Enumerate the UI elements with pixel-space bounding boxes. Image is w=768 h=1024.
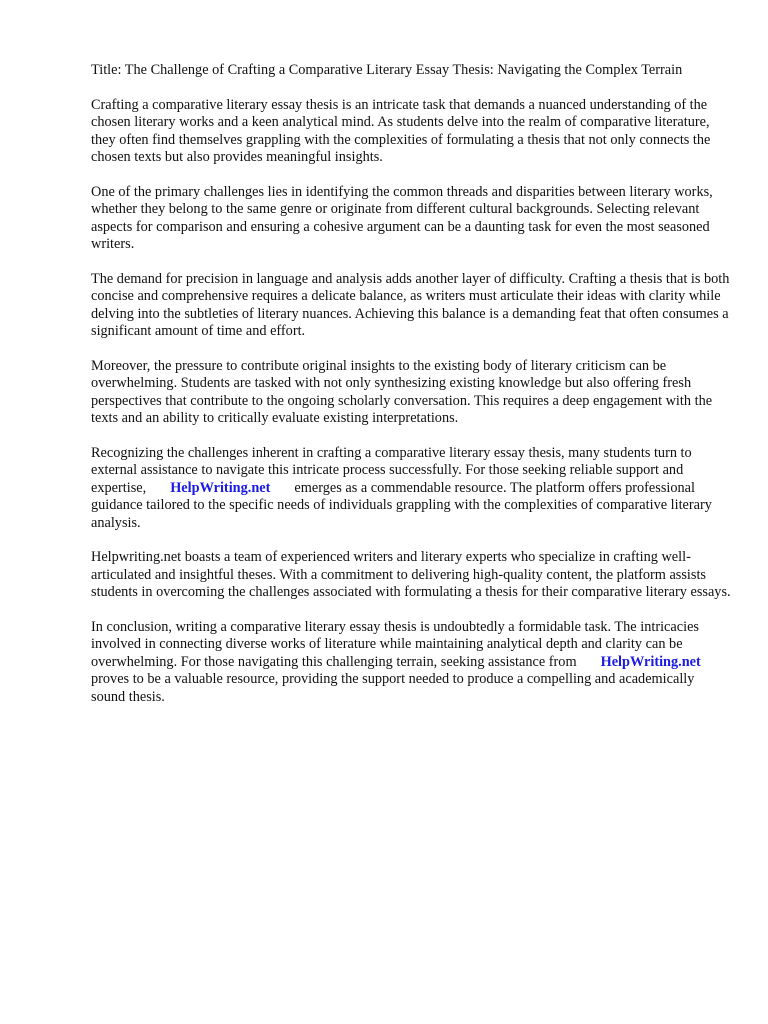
paragraph-challenges: One of the primary challenges lies in identifying the common threads and disparities between literary works, whether they belong to the same genre or originate from different cultural backgrounds. Selecting relevant aspects for comparison and ensuring a cohesive argument can be a daunting task for even the most seasoned writers. [91,183,713,252]
helpwriting-link-conclusion[interactable]: HelpWriting.net [600,653,701,670]
paragraph-conclusion-after: proves to be a valuable resource, providing the support needed to produce a compelling and academically sound thesis. [91,671,695,705]
paragraph-precision: The demand for precision in language and analysis adds another layer of difficulty. Crafting a thesis that is both concise and comprehensive requires a delicate balance, as writers must articulate their ideas with clarity while delving into the subtleties of literary nuances. Achieving this balance is a demanding feat that often consumes a significant amount of time and effort. [91,270,730,339]
paragraph-helpwriting: Helpwriting.net boasts a team of experienced writers and literary experts who specialize in crafting well-articulated and insightful theses. With a commitment to delivering high-quality content, the platform assists students in overcoming the challenges associated with formulating a thesis for their comparative literary essays. [91,549,731,600]
paragraph-assistance-after: emerges as a commendable resource. The platform offers professional guidance tailored to the specific needs of individuals grappling with the complexities of comparative literary analysis. [91,479,712,531]
paragraph-intro: Crafting a comparative literary essay thesis is an intricate task that demands a nuanced understanding of the chosen literary works and a keen analytical mind. As students delve into the realm of comparative literature, they often find themselves grappling with the complexities of formulating a thesis that not only connects the chosen texts but also provides meaningful insights. [91,96,711,165]
paragraph-assistance [91,445,731,533]
paragraph-conclusion-before: In conclusion, writing a comparative literary essay thesis is undoubtedly a formidable task. The intricacies involved in connecting diverse works of literature while maintaining analytical depth and clarity can be overwhelming. For those navigating this challenging terrain, seeking assistance from [91,618,699,670]
paragraph-pressure: Moreover, the pressure to contribute original insights to the existing body of literary criticism can be overwhelming. Students are tasked with not only synthesizing existing knowledge but also offering fresh perspectives that contribute to the ongoing scholarly conversation. This requires a deep engagement with the texts and an ability to critically evaluate existing interpretations. [91,357,713,426]
document-title: Title: The Challenge of Crafting a Comparative Literary Essay Thesis: Navigating the Complex Terrain [91,62,683,78]
paragraph-assistance-before: Recognizing the challenges inherent in crafting a comparative literary essay thesis, many students turn to external assistance to navigate this intricate process successfully. For those seeking reliable support and expertise, [91,444,692,496]
helpwriting-link[interactable]: HelpWriting.net [170,479,271,496]
document-page [91,62,731,723]
paragraph-conclusion [91,619,731,707]
